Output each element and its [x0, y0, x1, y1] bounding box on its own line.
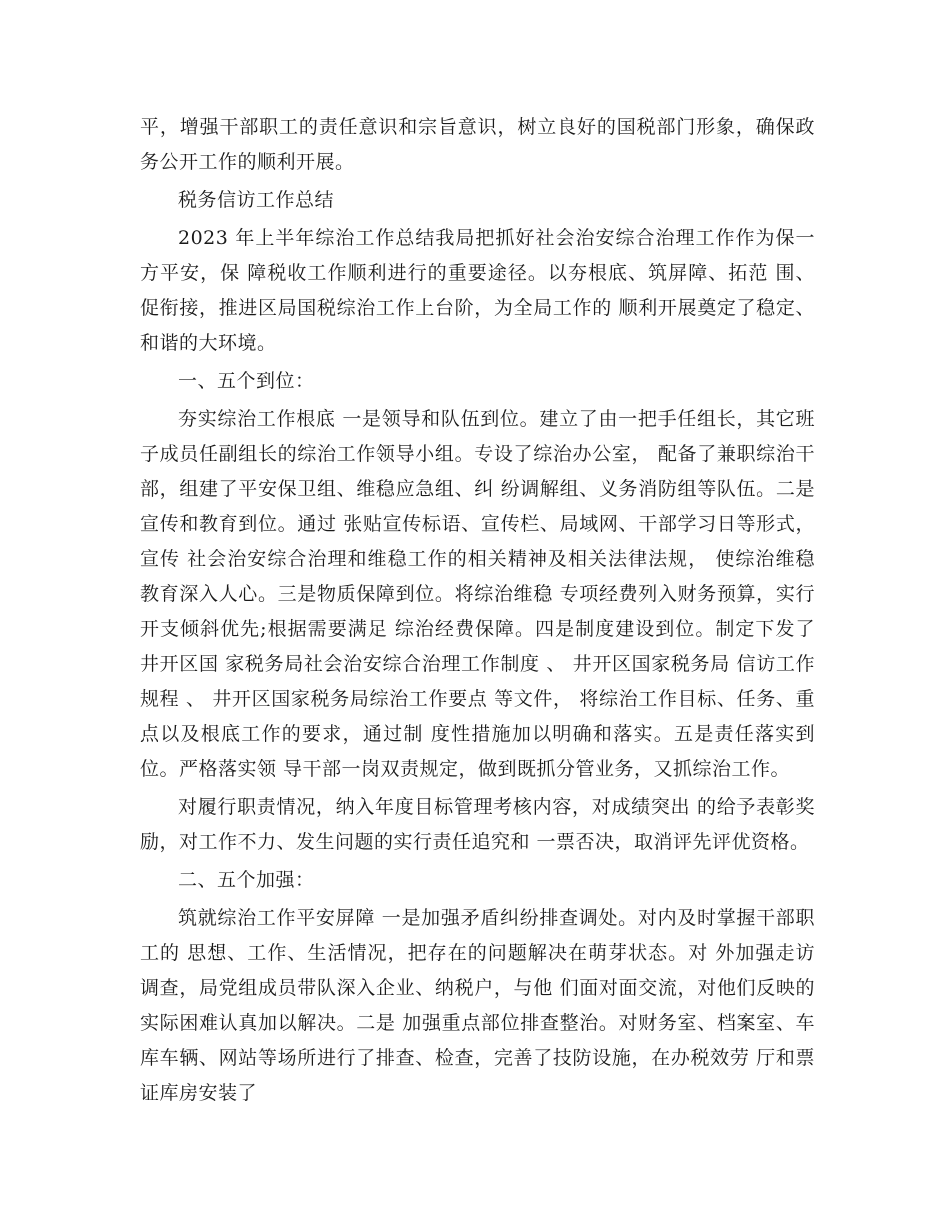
paragraph-five-strengthen: 筑就综治工作平安屏障 一是加强矛盾纠纷排查调处。对内及时掌握干部职工的 思想、工作、生活情况，把存在的问题解决在萌芽状态。对 外加强走访调查，局党组成员带队深入企业、纳税户，与他 们面对面交流，对他们反映的实际困难认真加以解决。二是 加强重点部位排查整治。对财务室、档案室、车库车辆、网站等场所进行了排查、检查，完善了技防设施，在办税效劳 厅和票证库房安装了: [140, 907, 815, 1104]
document-title: 税务信访工作总结: [178, 189, 335, 211]
paragraph-five-in-place: 夯实综治工作根底 一是领导和队伍到位。建立了由一把手任组长，其它班 子成员任副组长的综治工作领导小组。专设了综治办公室， 配备了兼职综治干部，组建了平安保卫组、维稳应急组、纠 纷调解组、义务消防组等队伍。二是宣传和教育到位。通过 张贴宣传标语、宣传栏、局域网、干部学习日等形式，宣传 社会治安综合治理和维稳工作的相关精神及相关法律法规， 使综治维稳教育深入人心。三是物质保障到位。将综治维稳 专项经费列入财务预算，实行开支倾斜优先;根据需要满足 综治经费保障。四是制度建设到位。制定下发了井开区国 家税务局社会治安综合治理工作制度 、 井开区国家税务局 信访工作规程 、 井开区国家税务局综治工作要点 等文件， 将综治工作目标、任务、重点以及根底工作的要求，通过制 度性措施加以明确和落实。五是责任落实到位。严格落实领 导干部一岗双责规定，做到既抓分管业务，又抓综治工作。: [140, 408, 815, 780]
paragraph-continued: 平，增强干部职工的责任意识和宗旨意识，树立良好的国税部门形象，确保政务公开工作的顺利开展。: [140, 116, 815, 173]
paragraph-responsibility: 对履行职责情况，纳入年度目标管理考核内容，对成绩突出 的给予表彰奖励，对工作不力、发生问题的实行责任追究和 一票否决，取消评先评优资格。: [140, 796, 815, 853]
paragraph-intro: 2023 年上半年综治工作总结我局把抓好社会治安综合治理工作作为保一方平安，保 障税收工作顺利进行的重要途径。以夯根底、筑屏障、拓范 围、促衔接，推进区局国税综治工作上台阶，为全局工作的 顺利开展奠定了稳定、和谐的大环境。: [140, 227, 815, 354]
section-heading-1: 一、五个到位：: [178, 370, 315, 392]
document-body: [140, 110, 815, 1114]
section-heading-2: 二、五个加强：: [178, 869, 315, 891]
